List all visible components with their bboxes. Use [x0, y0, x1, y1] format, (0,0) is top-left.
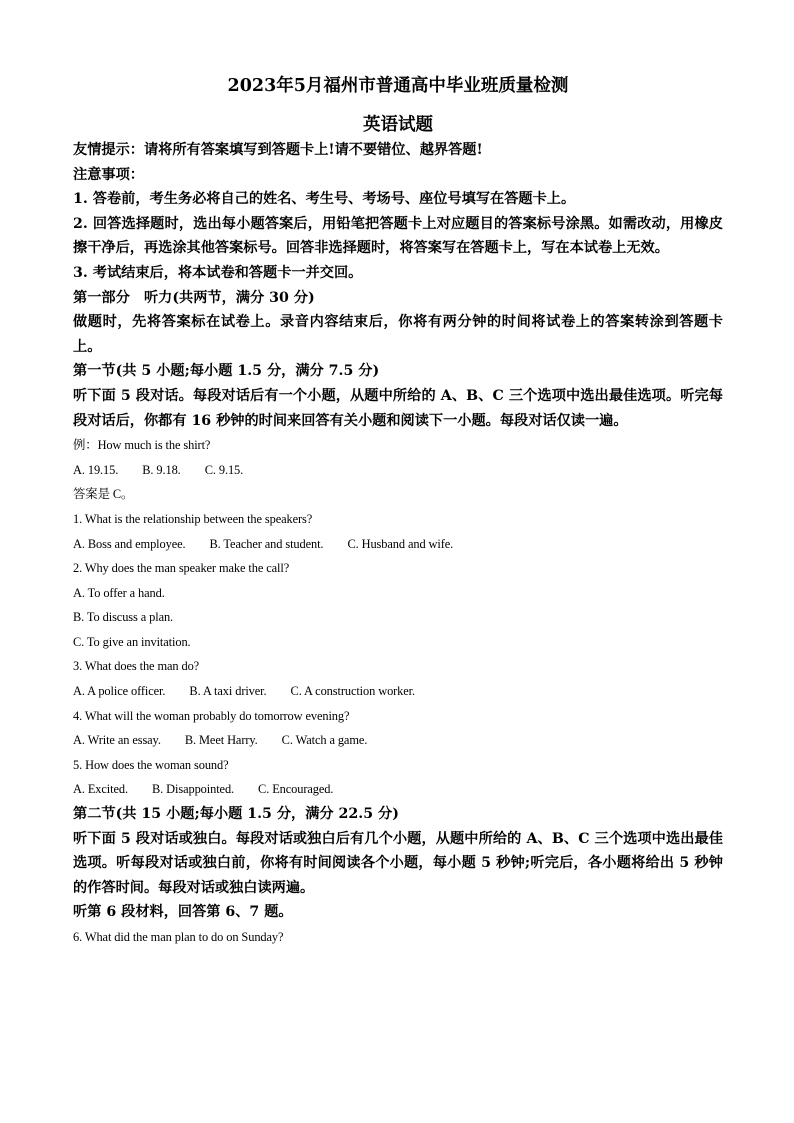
question-5-options [73, 777, 723, 802]
question-1: 1. What is the relationship between the speakers? [73, 511, 313, 526]
question-1-options [73, 532, 723, 557]
question-6: 6. What did the man plan to do on Sunday? [73, 930, 284, 944]
option-c: C. Husband and wife. [347, 536, 454, 551]
notice-item-1: 1. 答卷前，考生务必将自己的姓名、考生号、考场号、座位号填写在答题卡上。 [73, 191, 576, 208]
option-c: C. Watch a game. [281, 733, 368, 748]
section2-instructions: 听下面 5 段对话或独白。每段对话或独白后有几个小题，从题中所给的 A、B、C 三个选项中选出最佳选项。听每段对话或独白前，你将有时间阅读各个小题，每小题 5 秒钟;听完后，各小题将给出 5 秒钟的作答时间。每段对话或独白读两遍。 [73, 830, 723, 896]
part1-heading: 第一部分 听力(共两节，满分 30 分) [73, 289, 315, 306]
exam-title: 2023年5月福州市普通高中毕业班质量检测 [227, 76, 569, 96]
option-a: A. Excited. [73, 782, 128, 797]
question-2: 2. Why does the man speaker make the call? [73, 561, 290, 576]
question-3: 3. What does the man do? [73, 659, 200, 674]
exam-page [73, 70, 723, 950]
question-2-option-c: C. To give an invitation. [73, 634, 191, 649]
notice-item-3: 3. 考试结束后，将本试卷和答题卡一并交回。 [73, 264, 363, 281]
option-a: A. Boss and employee. [73, 536, 186, 551]
material-6-heading: 听第 6 段材料，回答第 6、7 题。 [73, 904, 293, 921]
option-c: C. Encouraged. [258, 782, 334, 797]
question-2-option-b: B. To discuss a plan. [73, 610, 174, 625]
notice-item-2: 2. 回答选择题时，选出每小题答案后，用铅笔把答题卡上对应题目的答案标号涂黑。如需改动，用橡皮擦干净后，再选涂其他答案标号。回答非选择题时，将答案写在答题卡上，写在本试卷上无效。 [73, 215, 723, 257]
option-b: B. Teacher and student. [209, 536, 324, 551]
option-b: B. Meet Harry. [184, 733, 258, 748]
friendly-tip: 友情提示：请将所有答案填写到答题卡上!请不要错位、越界答题! [73, 142, 483, 158]
question-5: 5. How does the woman sound? [73, 757, 229, 772]
notice-heading: 注意事项： [73, 166, 144, 183]
question-4-options [73, 728, 723, 753]
example-options [73, 458, 723, 483]
question-3-options [73, 679, 723, 704]
option-c: C. 9.15. [204, 462, 244, 477]
option-a: A. 19.15. [73, 462, 119, 477]
section1-heading: 第一节(共 5 小题;每小题 1.5 分，满分 7.5 分) [73, 363, 380, 380]
example-answer: 答案是 C。 [73, 487, 134, 502]
option-b: B. Disappointed. [152, 782, 235, 797]
question-4: 4. What will the woman probably do tomorrow evening? [73, 708, 350, 723]
option-b: B. 9.18. [142, 462, 181, 477]
option-c: C. A construction worker. [290, 684, 416, 699]
part1-intro: 做题时，先将答案标在试卷上。录音内容结束后，你将有两分钟的时间将试卷上的答案转涂到答题卡上。 [73, 314, 723, 355]
option-b: B. A taxi driver. [189, 684, 267, 699]
question-2-option-a: A. To offer a hand. [73, 585, 165, 600]
option-a: A. A police officer. [73, 684, 166, 699]
example-question: 例：How much is the shirt? [73, 438, 211, 453]
option-a: A. Write an essay. [73, 733, 161, 748]
section1-instructions: 听下面 5 段对话。每段对话后有一个小题，从题中所给的 A、B、C 三个选项中选出最佳选项。听完每段对话后，你都有 16 秒钟的时间来回答有关小题和阅读下一小题。每段对话仅读一遍。 [73, 387, 723, 429]
exam-subtitle: 英语试题 [363, 115, 433, 135]
section2-heading: 第二节(共 15 小题;每小题 1.5 分，满分 22.5 分) [73, 806, 399, 823]
